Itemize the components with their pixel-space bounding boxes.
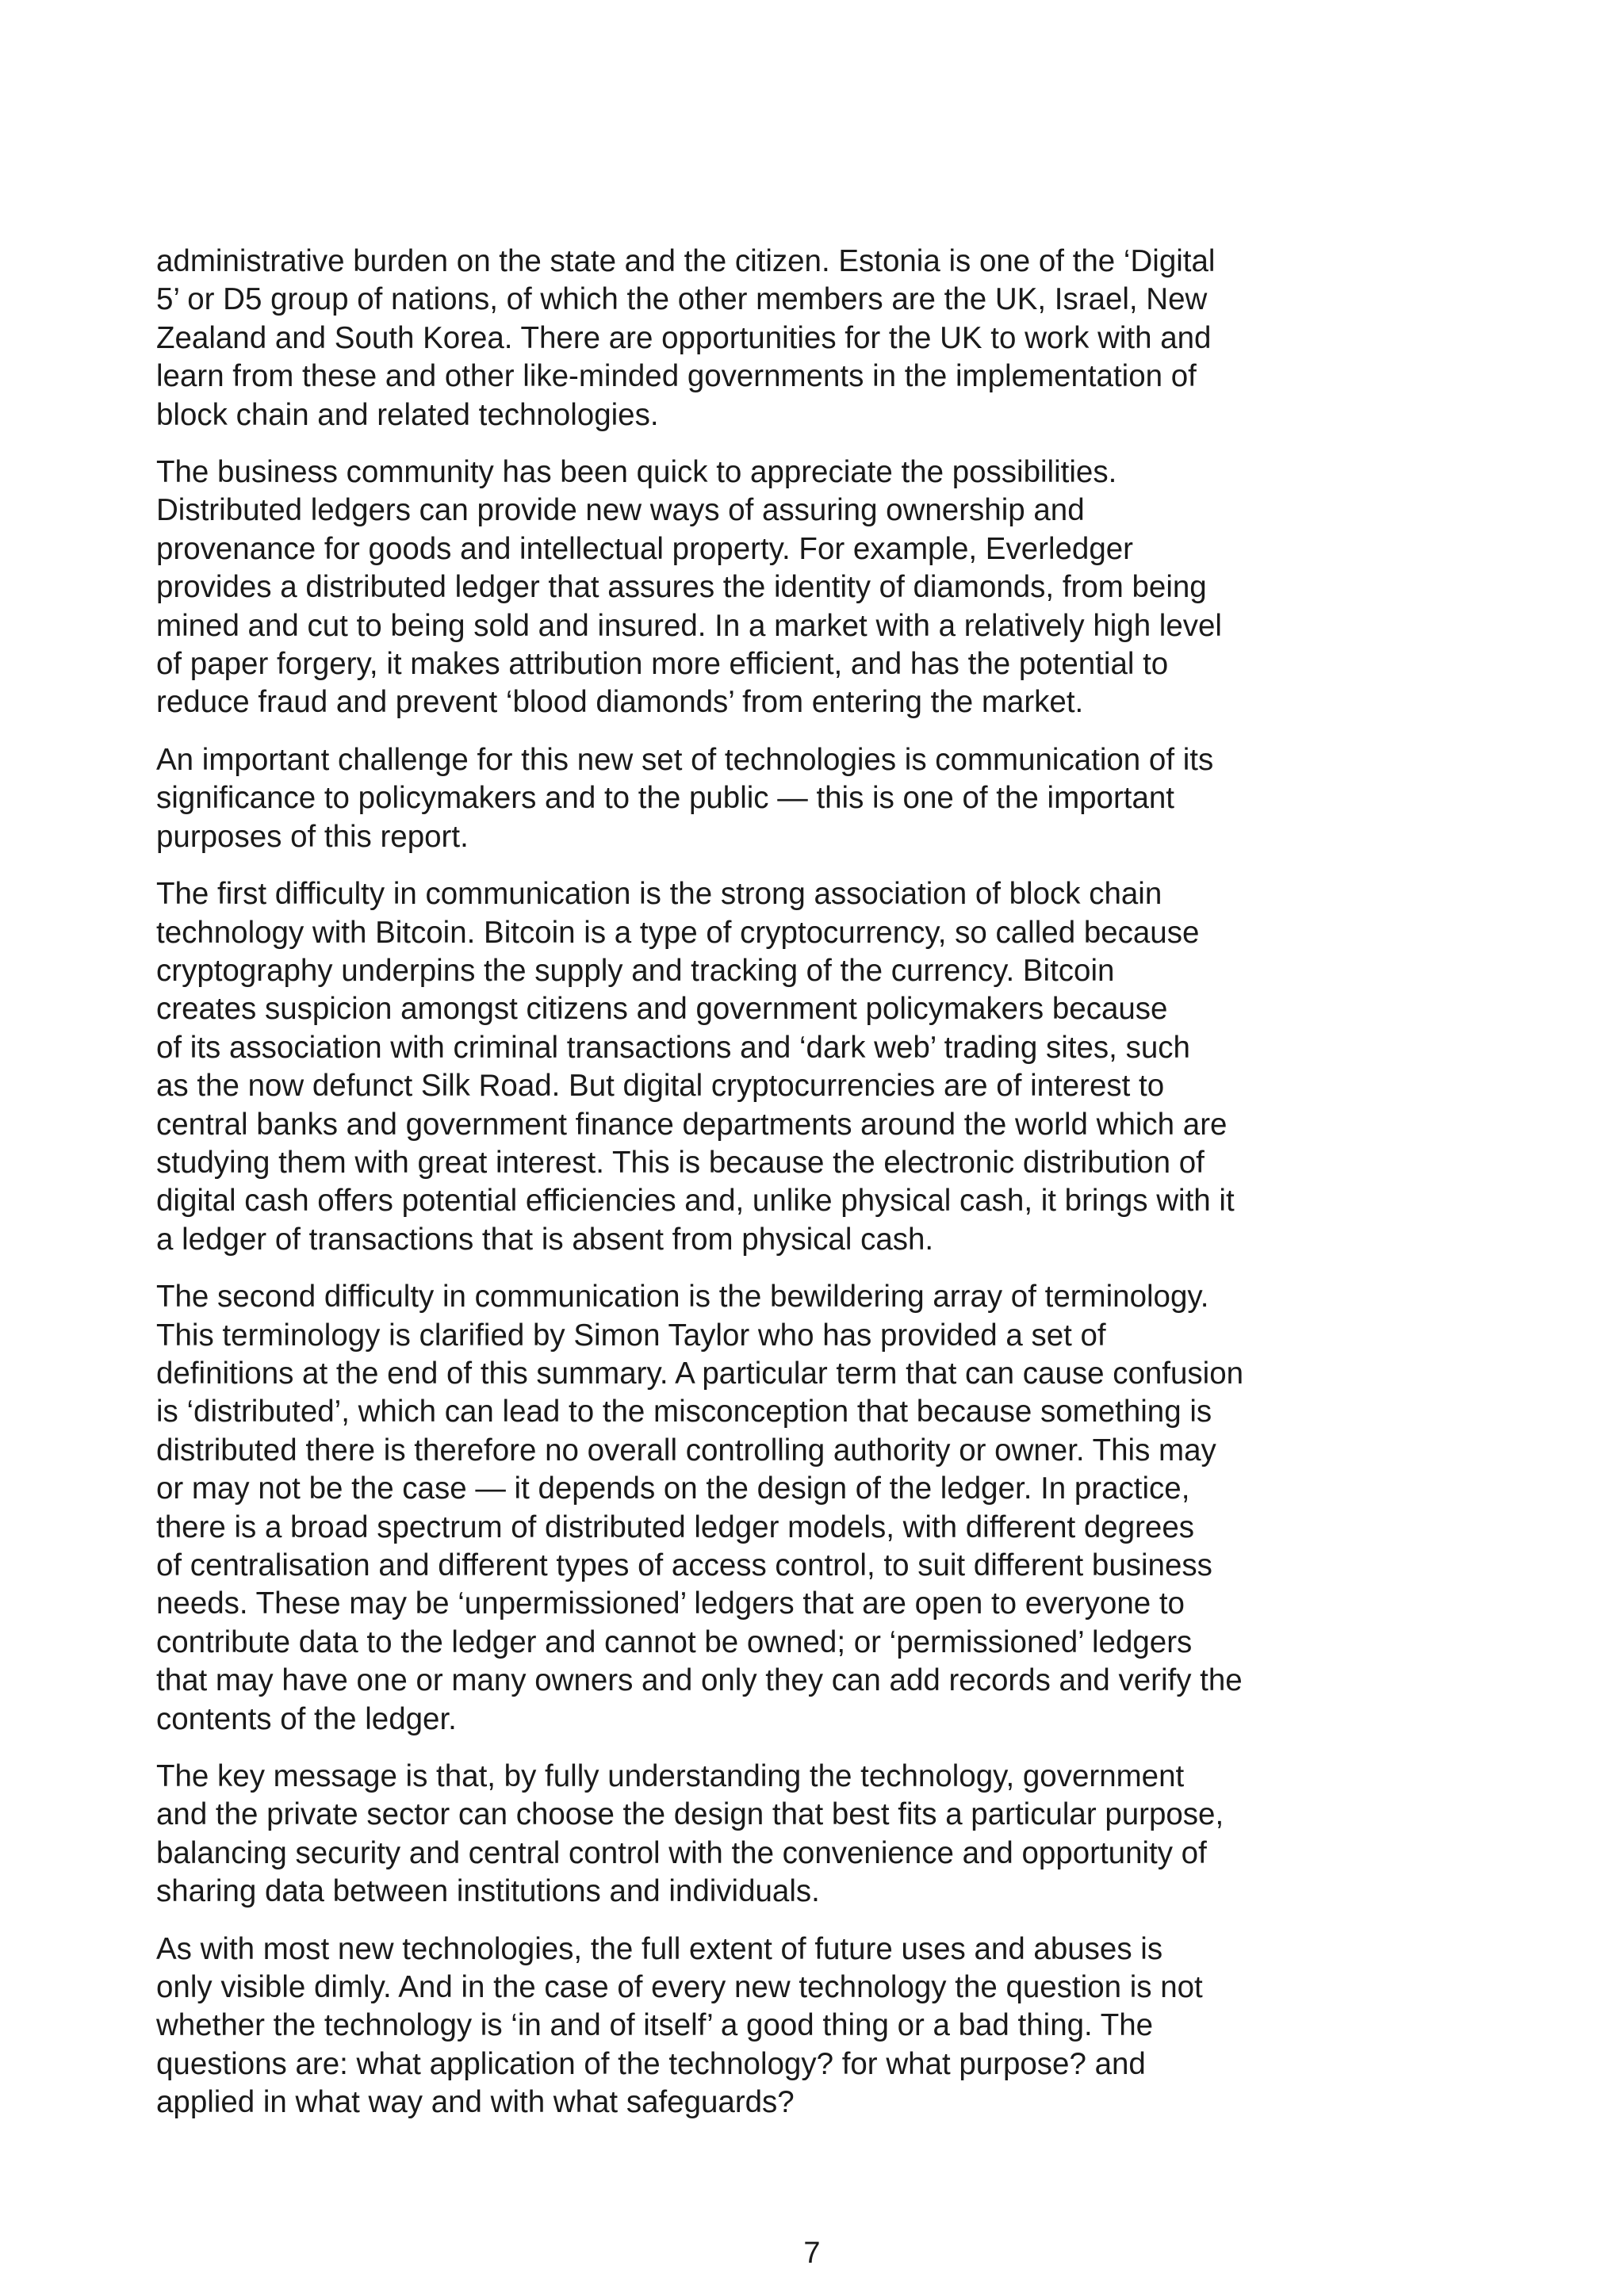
text-line: mined and cut to being sold and insured. In a market with a relatively high level bbox=[156, 608, 1222, 643]
paragraph-5 bbox=[156, 1278, 1393, 1739]
text-line: sharing data between institutions and individuals. bbox=[156, 1874, 820, 1909]
text-line: of centralisation and different types of access control, to suit different business bbox=[156, 1548, 1212, 1582]
text-line: block chain and related technologies. bbox=[156, 397, 659, 432]
text-line: is ‘distributed’, which can lead to the misconception that because something is bbox=[156, 1395, 1212, 1429]
text-line: contents of the ledger. bbox=[156, 1701, 457, 1736]
text-line: As with most new technologies, the full extent of future uses and abuses is bbox=[156, 1931, 1163, 1966]
text-line: The second difficulty in communication is the bewildering array of terminology. bbox=[156, 1280, 1209, 1314]
text-line: as the now defunct Silk Road. But digital cryptocurrencies are of interest to bbox=[156, 1069, 1165, 1104]
page-number: 7 bbox=[803, 2237, 821, 2270]
text-line: there is a broad spectrum of distributed ledger models, with different degrees bbox=[156, 1510, 1194, 1544]
text-line: cryptography underpins the supply and tracking of the currency. Bitcoin bbox=[156, 953, 1115, 988]
text-line: whether the technology is ‘in and of itself’ a good thing or a bad thing. The bbox=[156, 2008, 1154, 2043]
text-line: questions are: what application of the technology? for what purpose? and bbox=[156, 2046, 1146, 2081]
text-line: applied in what way and with what safeguards? bbox=[156, 2085, 795, 2120]
text-line: administrative burden on the state and the citizen. Estonia is one of the ‘Digital bbox=[156, 244, 1216, 278]
paragraph-1 bbox=[156, 243, 1393, 434]
text-line: significance to policymakers and to the public — this is one of the important bbox=[156, 781, 1174, 816]
text-line: The first difficulty in communication is the strong association of block chain bbox=[156, 877, 1162, 912]
text-line: a ledger of transactions that is absent from physical cash. bbox=[156, 1222, 934, 1257]
paragraph-3 bbox=[156, 741, 1393, 856]
text-line: central banks and government finance departments around the world which are bbox=[156, 1107, 1228, 1142]
text-line: purposes of this report. bbox=[156, 819, 469, 854]
text-line: Zealand and South Korea. There are opportunities for the UK to work with and bbox=[156, 320, 1212, 355]
text-line: learn from these and other like-minded governments in the implementation of bbox=[156, 359, 1197, 394]
paragraph-6 bbox=[156, 1758, 1393, 1911]
text-line: Distributed ledgers can provide new ways of assuring ownership and bbox=[156, 493, 1085, 528]
text-line: of paper forgery, it makes attribution more efficient, and has the potential to bbox=[156, 647, 1169, 682]
text-line: contribute data to the ledger and cannot be owned; or ‘permissioned’ ledgers bbox=[156, 1624, 1193, 1659]
text-line: provenance for goods and intellectual property. For example, Everledger bbox=[156, 531, 1133, 566]
text-line: technology with Bitcoin. Bitcoin is a type of cryptocurrency, so called because bbox=[156, 915, 1200, 950]
text-line: provides a distributed ledger that assures the identity of diamonds, from being bbox=[156, 570, 1207, 605]
paragraph-2 bbox=[156, 453, 1393, 722]
text-line: needs. These may be ‘unpermissioned’ ledgers that are open to everyone to bbox=[156, 1586, 1185, 1621]
text-line: This terminology is clarified by Simon Taylor who has provided a set of bbox=[156, 1318, 1106, 1353]
text-line: reduce fraud and prevent ‘blood diamonds’ from entering the market. bbox=[156, 685, 1084, 720]
text-line: balancing security and central control with the convenience and opportunity of bbox=[156, 1835, 1207, 1870]
text-line: and the private sector can choose the design that best fits a particular purpose, bbox=[156, 1797, 1224, 1832]
text-line: An important challenge for this new set of technologies is communication of its bbox=[156, 742, 1214, 777]
text-line: digital cash offers potential efficiencies and, unlike physical cash, it brings with it bbox=[156, 1184, 1235, 1219]
paragraph-7 bbox=[156, 1931, 1393, 2122]
text-line: studying them with great interest. This is because the electronic distribution of bbox=[156, 1145, 1205, 1180]
text-line: or may not be the case — it depends on the design of the ledger. In practice, bbox=[156, 1471, 1190, 1506]
text-line: only visible dimly. And in the case of every new technology the question is not bbox=[156, 1970, 1203, 2005]
text-line: 5’ or D5 group of nations, of which the other members are the UK, Israel, New bbox=[156, 282, 1208, 317]
text-line: The business community has been quick to appreciate the possibilities. bbox=[156, 455, 1117, 490]
text-line: distributed there is therefore no overall controlling authority or owner. This may bbox=[156, 1433, 1216, 1468]
text-line: of its association with criminal transactions and ‘dark web’ trading sites, such bbox=[156, 1030, 1190, 1065]
text-line: that may have one or many owners and only they can add records and verify the bbox=[156, 1663, 1243, 1698]
text-line: definitions at the end of this summary. A particular term that can cause confusion bbox=[156, 1356, 1244, 1391]
text-line: The key message is that, by fully understanding the technology, government bbox=[156, 1759, 1185, 1794]
text-line: creates suspicion amongst citizens and government policymakers because bbox=[156, 992, 1168, 1027]
body-text bbox=[156, 243, 1393, 2141]
paragraph-4 bbox=[156, 875, 1393, 1259]
